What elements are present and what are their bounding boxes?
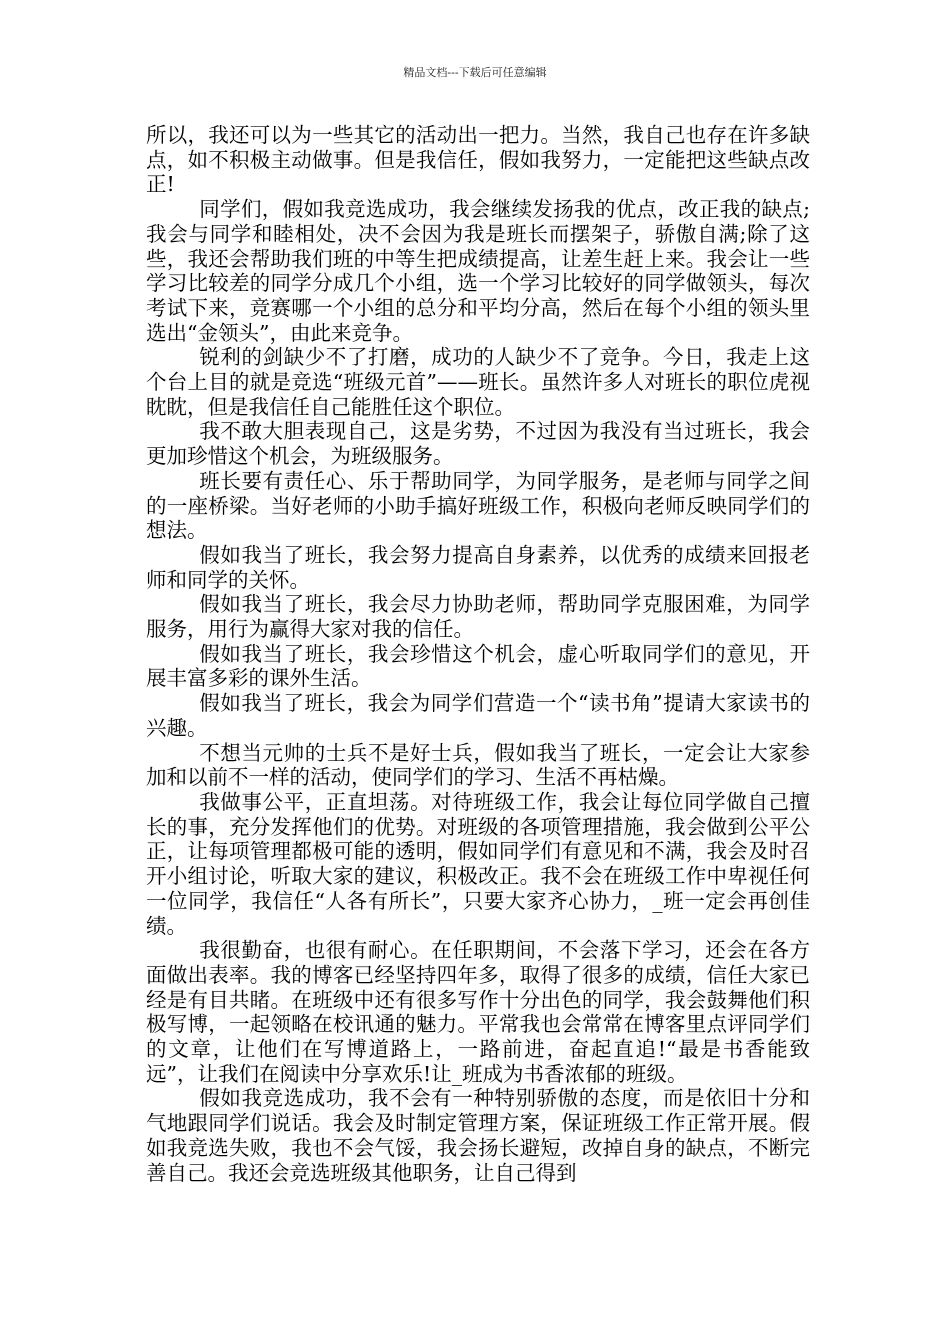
paragraph: 我不敢大胆表现自己，这是劣势，不过因为我没有当过班长，我会更加珍惜这个机会，为班级服务。 (146, 419, 810, 469)
paragraph: 假如我竞选成功，我不会有一种特别骄傲的态度，而是依旧十分和气地跟同学们说话。我会及时制定管理方案，保证班级工作正常开展。假如我竞选失败，我也不会气馁，我会扬长避短，改掉自身的缺点，不断完善自己。我还会竞选班级其他职务，让自己得到 (146, 1086, 810, 1185)
paragraph: 锐利的剑缺少不了打磨，成功的人缺少不了竞争。今日，我走上这个台上目的就是竞选“班级元首”——班长。虽然许多人对班长的职位虎视眈眈，但是我信任自己能胜任这个职位。 (146, 345, 810, 419)
document-body (146, 123, 810, 1185)
paragraph: 同学们，假如我竞选成功，我会继续发扬我的优点，改正我的缺点;我会与同学和睦相处，决不会因为我是班长而摆架子，骄傲自满;除了这些，我还会帮助我们班的中等生把成绩提高，让差生赶上来。我会让一些学习比较差的同学分成几个小组，选一个学习比较好的同学做领头，每次考试下来，竞赛哪一个小组的总分和平均分高，然后在每个小组的领头里选出“金领头”，由此来竞争。 (146, 197, 810, 345)
paragraph: 我做事公平，正直坦荡。对待班级工作，我会让每位同学做自己擅长的事，充分发挥他们的优势。对班级的各项管理措施，我会做到公平公正，让每项管理都极可能的透明，假如同学们有意见和不满，我会及时召开小组讨论，听取大家的建议，积极改正。我不会在班级工作中卑视任何一位同学，我信任“人各有所长”，只要大家齐心协力，_班一定会再创佳绩。 (146, 789, 810, 938)
paragraph: 所以，我还可以为一些其它的活动出一把力。当然，我自己也存在许多缺点，如不积极主动做事。但是我信任，假如我努力，一定能把这些缺点改正! (146, 123, 810, 197)
page-header: 精品文档---下载后可任意编辑 (403, 66, 547, 79)
paragraph: 班长要有责任心、乐于帮助同学，为同学服务，是老师与同学之间的一座桥梁。当好老师的小助手搞好班级工作，积极向老师反映同学们的想法。 (146, 468, 810, 543)
paragraph: 我很勤奋，也很有耐心。在任职期间，不会落下学习，还会在各方面做出表率。我的博客已经坚持四年多，取得了很多的成绩，信任大家已经是有目共睹。在班级中还有很多写作十分出色的同学，我会鼓舞他们积极写博，一起领略在校讯通的魅力。平常我也会常常在博客里点评同学们的文章，让他们在写博道路上，一路前进，奋起直追!“最是书香能致远”，让我们在阅读中分享欢乐!让_班成为书香浓郁的班级。 (146, 938, 810, 1086)
paragraph: 假如我当了班长，我会努力提高自身素养，以优秀的成绩来回报老师和同学的关怀。 (146, 542, 810, 592)
paragraph: 假如我当了班长，我会尽力协助老师，帮助同学克服困难，为同学服务，用行为赢得大家对我的信任。 (146, 592, 810, 642)
paragraph: 假如我当了班长，我会为同学们营造一个“读书角”提请大家读书的兴趣。 (146, 691, 810, 740)
paragraph: 不想当元帅的士兵不是好士兵，假如我当了班长，一定会让大家参加和以前不一样的活动，使同学们的学习、生活不再枯燥。 (146, 740, 810, 790)
paragraph: 假如我当了班长，我会珍惜这个机会，虚心听取同学们的意见，开展丰富多彩的课外生活。 (146, 641, 810, 691)
